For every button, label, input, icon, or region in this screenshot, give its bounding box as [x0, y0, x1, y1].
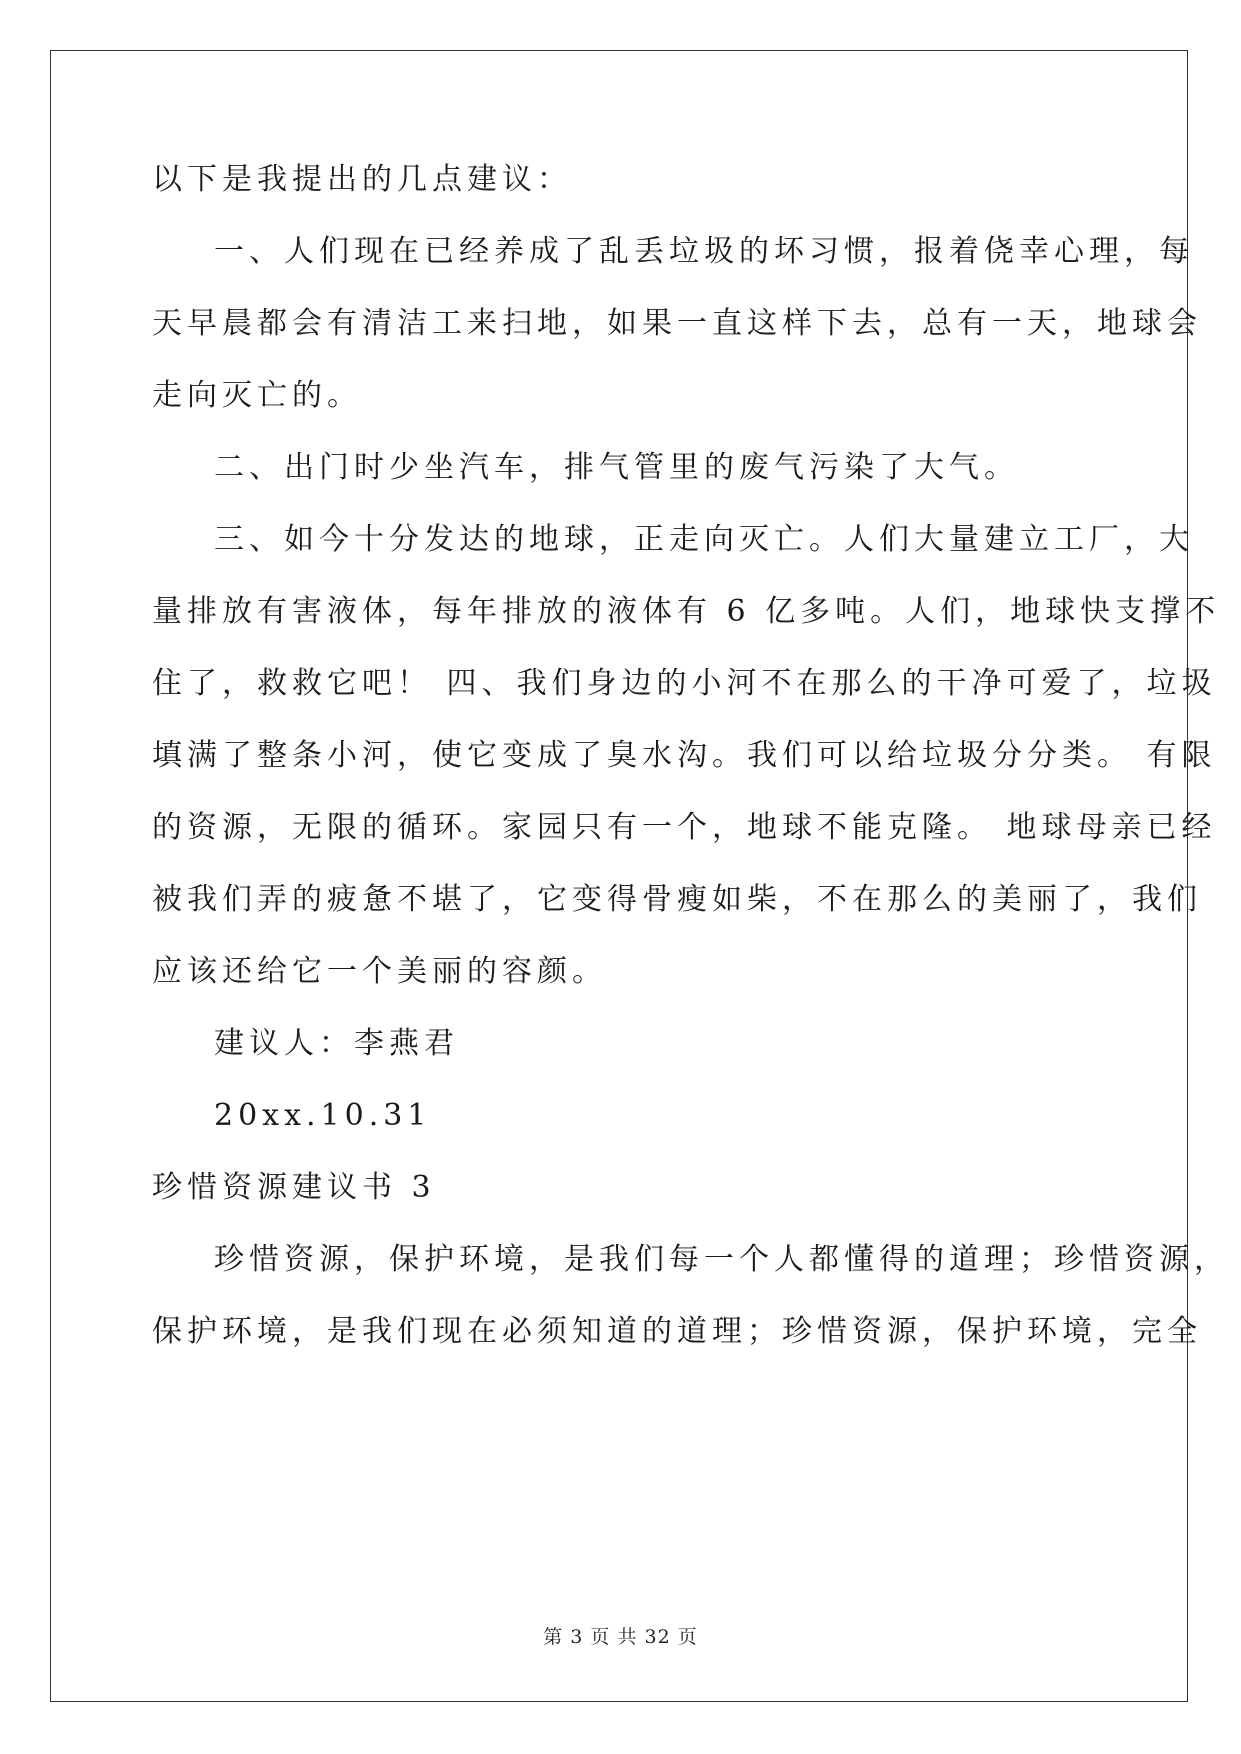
suggestion-3-line-4: 填满了整条小河，使它变成了臭水沟。我们可以给垃圾分分类。 有限	[152, 738, 1217, 773]
intro-line: 以下是我提出的几点建议：	[152, 162, 572, 197]
suggestion-1-line-1: 一、人们现在已经养成了乱丢垃圾的坏习惯，报着侥幸心理，每	[214, 234, 1194, 269]
suggestion-1-line-3: 走向灭亡的。	[152, 378, 362, 413]
suggestion-3-line-6: 被我们弄的疲惫不堪了，它变得骨瘦如柴，不在那么的美丽了，我们	[152, 882, 1202, 917]
page-number-footer: 第 3 页 共 32 页	[543, 1626, 698, 1648]
suggestion-2-line: 二、出门时少坐汽车，排气管里的废气污染了大气。	[214, 450, 1019, 485]
suggestion-3-line-2: 量排放有害液体，每年排放的液体有 6 亿多吨。人们，地球快支撑不	[152, 594, 1221, 629]
section-paragraph-line-2: 保护环境，是我们现在必须知道的道理；珍惜资源，保护环境，完全	[152, 1314, 1202, 1349]
date-line: 20xx.10.31	[214, 1098, 432, 1133]
suggestion-1-line-2: 天早晨都会有清洁工来扫地，如果一直这样下去，总有一天，地球会	[152, 306, 1202, 341]
section-heading: 珍惜资源建议书 3	[152, 1170, 436, 1205]
suggestion-3-line-3: 住了，救救它吧！ 四、我们身边的小河不在那么的干净可爱了，垃圾	[152, 666, 1217, 701]
page-border	[50, 50, 1188, 1702]
suggestion-3-line-5: 的资源，无限的循环。家园只有一个，地球不能克隆。 地球母亲已经	[152, 810, 1217, 845]
suggestion-3-line-7: 应该还给它一个美丽的容颜。	[152, 954, 607, 989]
section-paragraph-line-1: 珍惜资源，保护环境，是我们每一个人都懂得的道理；珍惜资源，	[214, 1242, 1229, 1277]
suggestion-3-line-1: 三、如今十分发达的地球，正走向灭亡。人们大量建立工厂，大	[214, 522, 1194, 557]
signature-line: 建议人：李燕君	[214, 1026, 459, 1061]
